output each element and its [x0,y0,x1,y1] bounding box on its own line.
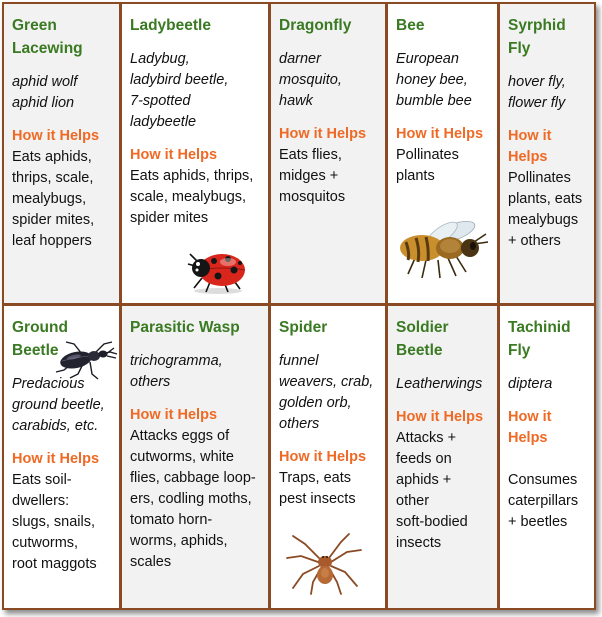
how-it-helps-heading: How it Helps [130,407,218,423]
insect-aliases: aphid wolf aphid lion [12,74,78,111]
insect-benefits: Eats aphids, thrips, scale, mealybugs, spider mites [130,168,254,226]
card-ladybeetle [122,4,271,306]
insect-benefits: Pollinates plants, eats mealybugs + others [508,170,583,249]
insect-benefits: Consumes caterpillars + beetles [508,472,579,530]
insect-table-frame [2,2,596,610]
insect-name: Syrphid Fly [508,17,566,57]
insect-benefits: Pollinates plants [396,147,459,184]
card-tachinid-fly [500,306,594,608]
insect-aliases: diptera [508,376,553,392]
card-spider [271,306,388,608]
insect-benefits: Attacks + feeds on aphids + other soft-bodied insects [396,430,468,551]
insect-aliases: Predacious ground beetle, carabids, etc. [12,376,105,434]
how-it-helps-heading: How it Helps [396,409,484,425]
insect-name: Parasitic Wasp [130,319,240,336]
card-dragonfly [271,4,388,306]
how-it-helps-heading: How it Helps [396,126,484,142]
insect-name: Ladybeetle [130,17,211,34]
insect-aliases: darner mosquito, hawk [279,51,342,109]
insect-name: Tachinid Fly [508,319,571,359]
insect-aliases: trichogramma, others [130,353,223,390]
insect-benefits: Eats flies, midges + mosquitos [279,147,346,205]
ground-beetle-icon [54,340,118,380]
ladybug-icon [184,248,250,294]
insect-benefits: Eats soil- dwellers: slugs, snails, cutworms, root maggots [12,472,97,572]
card-ground-beetle [4,306,122,608]
insect-benefits: Eats aphids, thrips, scale, mealybugs, spider mites, leaf hoppers [12,149,95,249]
insect-benefits: Traps, eats pest insects [279,470,356,507]
insect-benefits: Attacks eggs of cutworms, white flies, cabbage loop- ers, codling moths, tomato horn- worms, aphids, scales [130,428,256,570]
how-it-helps-heading: How it Helps [508,128,552,165]
insect-name: Green Lacewing [12,17,83,57]
card-bee [388,4,500,306]
bee-icon [394,216,490,286]
how-it-helps-heading: How it Helps [130,147,218,163]
card-parasitic-wasp [122,306,271,608]
insect-name: Ground Beetle [12,319,68,359]
insect-aliases: Ladybug, ladybird beetle, 7-spotted ladybeetle [130,51,229,130]
how-it-helps-heading: How it Helps [508,409,552,446]
card-syrphid-fly [500,4,594,306]
insect-aliases: European honey bee, bumble bee [396,51,472,109]
insect-name: Bee [396,17,425,34]
insect-aliases: funnel weavers, crab, golden orb, others [279,353,374,432]
spider-icon [285,532,365,596]
insect-name: Soldier Beetle [396,319,449,359]
how-it-helps-heading: How it Helps [279,449,367,465]
how-it-helps-heading: How it Helps [279,126,367,142]
how-it-helps-heading: How it Helps [12,128,100,144]
insect-name: Dragonfly [279,17,352,34]
card-soldier-beetle [388,306,500,608]
insect-aliases: hover fly, flower fly [508,74,566,111]
insect-name: Spider [279,319,328,336]
how-it-helps-heading: How it Helps [12,451,100,467]
beneficial-insects-table [4,4,594,608]
insect-aliases: Leatherwings [396,376,483,392]
card-green-lacewing [4,4,122,306]
